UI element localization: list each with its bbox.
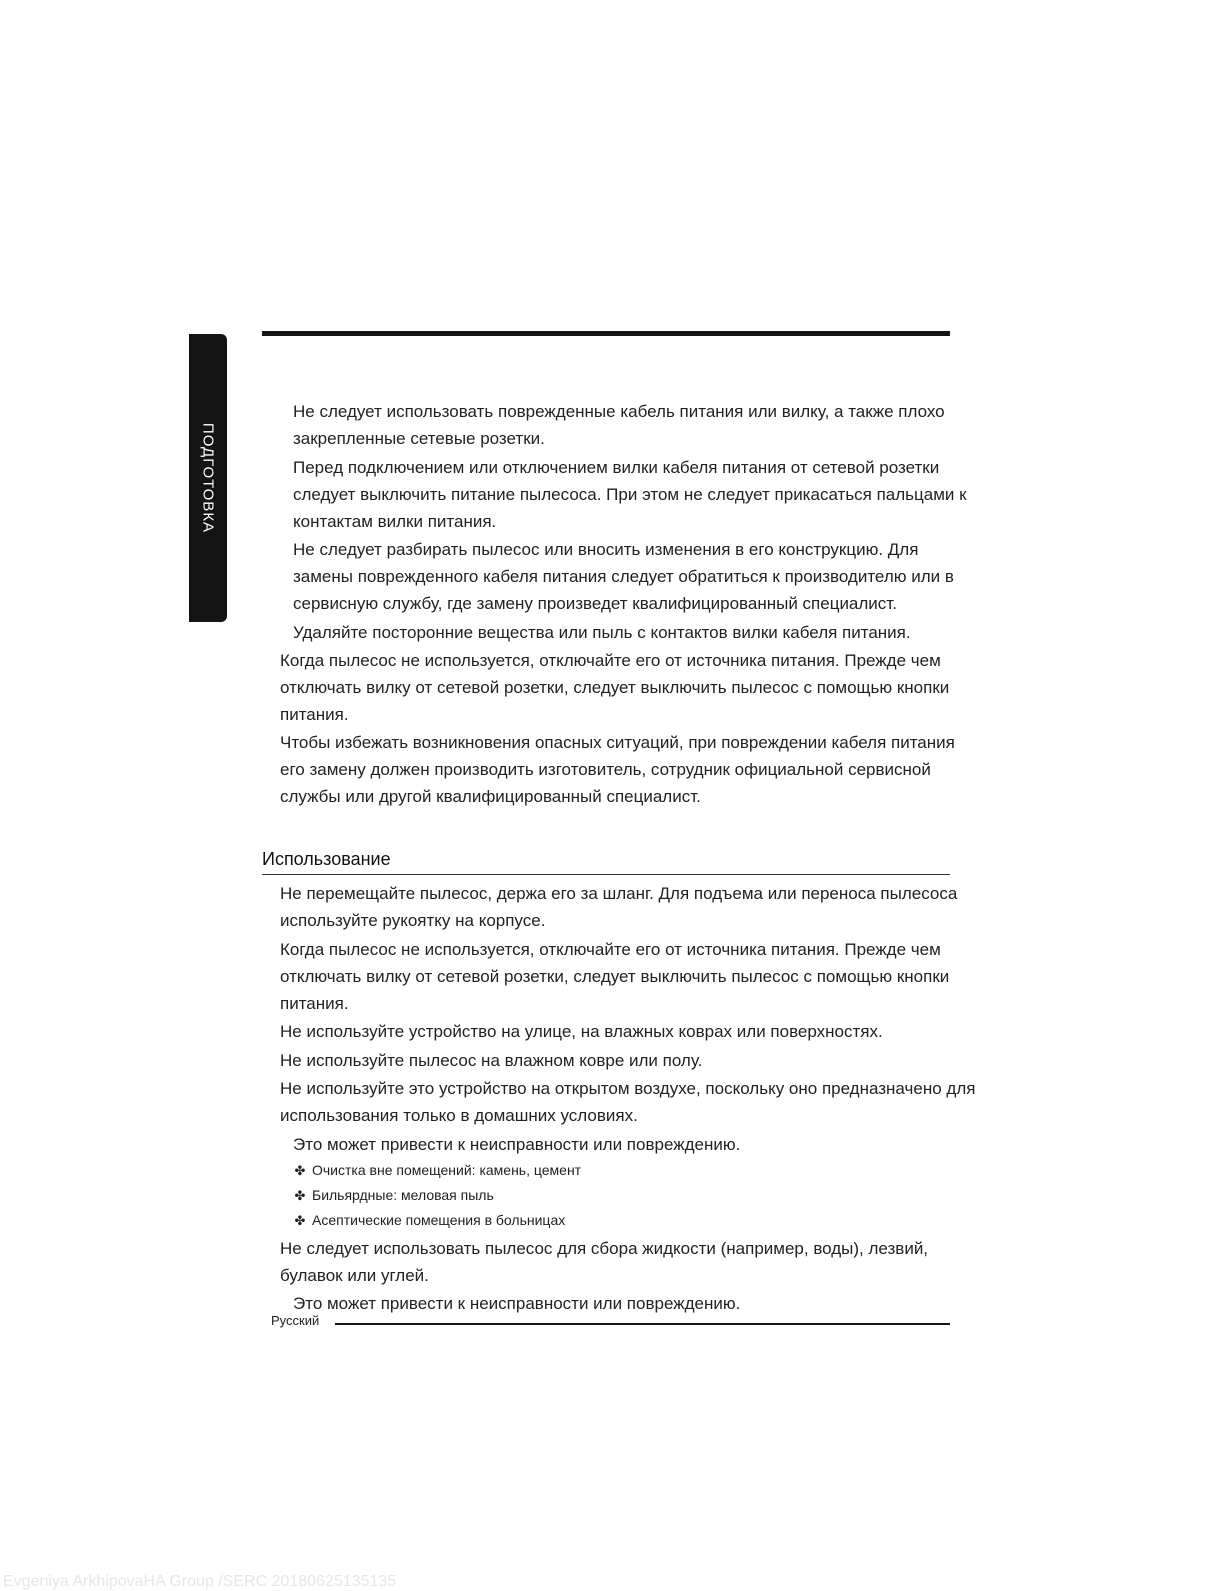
- section-side-tab: [189, 334, 227, 622]
- text-line: следует выключить питание пылесоса. При этом не следует прикасаться пальцами к: [293, 485, 967, 504]
- top-divider: [262, 331, 950, 336]
- text-line: Не следует использовать поврежденные кабель питания или вилку, а также плохо: [293, 402, 945, 421]
- bullet-item: [294, 1211, 565, 1230]
- footer-language: Русский: [271, 1313, 320, 1328]
- text-line: Не следует разбирать пылесос или вносить изменения в его конструкцию. Для: [293, 540, 919, 559]
- watermark-text: Evgeniya ArkhipovaHA Group /SERC 20180625135135: [3, 1573, 397, 1590]
- text-line: питания.: [280, 705, 349, 724]
- text-line: Не следует использовать пылесос для сбора жидкости (например, воды), лезвий,: [280, 1239, 929, 1258]
- text-line: Когда пылесос не используется, отключайте его от источника питания. Прежде чем: [280, 940, 941, 959]
- text-line: замены поврежденного кабеля питания следует обратиться к производителю или в: [293, 567, 954, 586]
- text-line: отключать вилку от сетевой розетки, следует выключить пылесос с помощью кнопки: [280, 678, 950, 697]
- text-line: питания.: [280, 994, 349, 1013]
- text-line: Это может привести к неисправности или повреждению.: [293, 1135, 741, 1154]
- bullet-text: Бильярдные: меловая пыль: [312, 1187, 494, 1203]
- bullet-text: Очистка вне помещений: камень, цемент: [312, 1162, 582, 1178]
- bullet-item: [294, 1186, 494, 1205]
- asterism-icon: ✤: [294, 1213, 306, 1228]
- text-line: Когда пылесос не используется, отключайте его от источника питания. Прежде чем: [280, 651, 941, 670]
- text-line: закрепленные сетевые розетки.: [293, 429, 545, 448]
- text-line: Не используйте пылесос на влажном ковре или полу.: [280, 1051, 703, 1070]
- text-line: службы или другой квалифицированный специалист.: [280, 787, 701, 806]
- text-line: используйте рукоятку на корпусе.: [280, 911, 546, 930]
- text-line: отключать вилку от сетевой розетки, следует выключить пылесос с помощью кнопки: [280, 967, 950, 986]
- text-line: его замену должен производить изготовитель, сотрудник официальной сервисной: [280, 760, 931, 779]
- text-line: булавок или углей.: [280, 1266, 429, 1285]
- text-line: использования только в домашних условиях.: [280, 1106, 638, 1125]
- text-line: Удаляйте посторонние вещества или пыль с контактов вилки кабеля питания.: [293, 623, 911, 642]
- text-line: Не используйте устройство на улице, на влажных коврах или поверхностях.: [280, 1022, 883, 1041]
- asterism-icon: ✤: [294, 1188, 306, 1203]
- text-line: Не перемещайте пылесос, держа его за шланг. Для подъема или переноса пылесоса: [280, 884, 958, 903]
- text-line: контактам вилки питания.: [293, 512, 497, 531]
- text-line: Перед подключением или отключением вилки кабеля питания от сетевой розетки: [293, 458, 940, 477]
- section-divider: [262, 874, 950, 875]
- text-line: Не используйте это устройство на открытом воздухе, поскольку оно предназначено для: [280, 1079, 976, 1098]
- asterism-icon: ✤: [294, 1163, 306, 1178]
- text-line: Чтобы избежать возникновения опасных ситуаций, при повреждении кабеля питания: [280, 733, 955, 752]
- footer-divider: [335, 1323, 950, 1325]
- text-line: сервисную службу, где замену произведет квалифицированный специалист.: [293, 594, 897, 613]
- text-line: Это может привести к неисправности или повреждению.: [293, 1294, 741, 1313]
- bullet-item: [294, 1161, 581, 1180]
- side-tab-label: ПОДГОТОВКА: [199, 422, 217, 534]
- bullet-text: Асептические помещения в больницах: [312, 1212, 566, 1228]
- section-heading-usage: Использование: [262, 849, 391, 869]
